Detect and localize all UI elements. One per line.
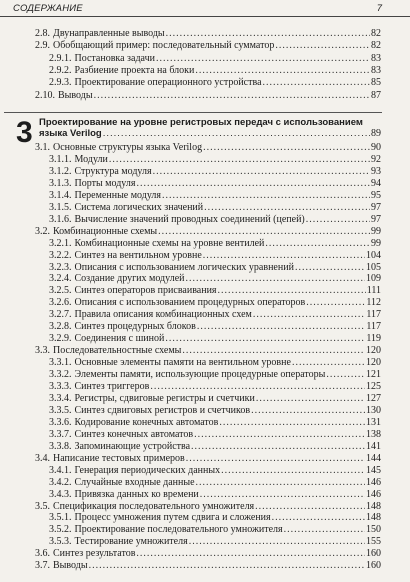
entry-title: Синтез сдвиговых регистров и счетчиков <box>74 404 251 416</box>
entry-number: 3.4.1. <box>49 464 72 476</box>
toc-section-entry[interactable] <box>35 226 381 238</box>
entry-number: 3.2.8. <box>49 321 72 333</box>
leader-dots <box>295 262 365 274</box>
toc-subsection-entry[interactable] <box>49 77 381 89</box>
entry-page-number: 82 <box>371 40 381 52</box>
entry-number: 2.9. <box>35 40 50 52</box>
entry-title: Описания с использованием процедурных операторов <box>74 297 306 309</box>
entry-title: Написание тестовых примеров <box>53 452 185 464</box>
header-title: СОДЕРЖАНИЕ <box>13 3 83 14</box>
entry-number: 3.3.7. <box>49 428 72 440</box>
toc-section-entry[interactable] <box>35 90 381 102</box>
entry-page-number: 145 <box>366 464 381 476</box>
entry-title: Спецификация последовательного умножителя <box>53 500 255 512</box>
leader-dots <box>109 154 370 166</box>
toc-subsection-entry[interactable] <box>49 465 381 477</box>
leader-dots <box>265 238 370 250</box>
entry-page-number: 148 <box>366 500 381 512</box>
leader-dots <box>186 273 366 285</box>
entry-title: Синтез результатов <box>53 548 136 560</box>
entry-number: 3.1.6. <box>49 213 72 225</box>
entry-number: 2.9.1. <box>49 52 72 64</box>
running-header <box>0 0 410 17</box>
entry-title: Переменные модуля <box>74 189 162 201</box>
entry-title: Элементы памяти, использующие процедурные операторы <box>74 369 326 381</box>
toc-section-entry[interactable] <box>35 28 381 40</box>
entry-number: 3.2.3. <box>49 261 72 273</box>
toc-subsection-entry[interactable] <box>49 536 381 548</box>
leader-dots <box>136 178 370 190</box>
chapter-title-line2: языка Verilog <box>39 128 102 139</box>
entry-title: Синтез конечных автоматов <box>74 428 194 440</box>
chapter-divider <box>4 112 382 113</box>
entry-number: 3.2.4. <box>49 273 72 285</box>
leader-dots <box>203 142 370 154</box>
toc-section-entry[interactable] <box>35 453 381 465</box>
toc-subsection-entry[interactable] <box>49 524 381 536</box>
entry-number: 2.9.3. <box>49 77 72 89</box>
leader-dots <box>189 536 365 548</box>
leader-dots <box>221 465 365 477</box>
entry-page-number: 155 <box>366 536 381 548</box>
entry-title: Выводы <box>53 560 88 572</box>
leader-dots <box>162 190 370 202</box>
toc-subsection-entry[interactable] <box>49 477 381 489</box>
entry-number: 3.2.6. <box>49 297 72 309</box>
entry-page-number: 146 <box>366 488 381 500</box>
leader-dots <box>191 441 365 453</box>
toc-subsection-entry[interactable] <box>49 333 381 345</box>
leader-dots <box>195 65 370 77</box>
leader-dots <box>158 226 370 238</box>
toc-subsection-entry[interactable] <box>49 214 381 226</box>
leader-dots <box>263 77 370 89</box>
entry-number: 3.5.2. <box>49 524 72 536</box>
entry-title: Правила описания комбинационных схем <box>74 309 252 321</box>
leader-dots <box>218 285 366 297</box>
entry-page-number: 90 <box>371 142 381 153</box>
leader-dots <box>200 489 365 501</box>
entry-title: Выводы <box>58 89 93 101</box>
entry-title: Проектирование операционного устройства <box>74 77 262 89</box>
entry-title: Описания с использованием логических уравнений <box>74 261 294 273</box>
entry-number: 3.5.3. <box>49 536 72 548</box>
leader-dots <box>136 548 365 560</box>
header-page-number: 7 <box>376 3 382 14</box>
entry-title: Разбиение проекта на блоки <box>74 64 195 76</box>
entry-page-number: 141 <box>366 440 381 452</box>
entry-page-number: 121 <box>366 369 381 381</box>
leader-dots <box>197 321 366 333</box>
toc-subsection-entry[interactable] <box>49 285 381 297</box>
entry-title: Синтез на вентильном уровне <box>74 249 202 261</box>
entry-title: Последовательностные схемы <box>53 345 182 357</box>
leader-dots <box>284 524 365 536</box>
toc-subsection-entry[interactable] <box>49 429 381 441</box>
entry-page-number: 105 <box>366 261 381 273</box>
entry-title: Создание других модулей <box>74 273 185 285</box>
leader-dots <box>94 90 370 102</box>
entry-page-number: 127 <box>366 392 381 404</box>
leader-dots <box>165 333 365 345</box>
leader-dots <box>292 357 365 369</box>
entry-title: Регистры, сдвиговые регистры и счетчики <box>74 392 255 404</box>
entry-number: 3.2.7. <box>49 309 72 321</box>
chapter-page: 89 <box>371 128 381 139</box>
toc-subsection-entry[interactable] <box>49 178 381 190</box>
entry-number: 3.4. <box>35 452 50 464</box>
entry-title: Процесс умножения путем сдвига и сложения <box>74 512 271 524</box>
entry-page-number: 148 <box>366 512 381 524</box>
chapter-title-line1: Проектирование на уровне регистровых передач с использованием <box>39 117 363 128</box>
toc-subsection-entry[interactable] <box>49 250 381 262</box>
leader-dots <box>256 393 365 405</box>
entry-number: 3.1.5. <box>49 201 72 213</box>
entry-number: 3.3.3. <box>49 381 72 392</box>
leader-dots <box>272 512 365 524</box>
toc-subsection-entry[interactable] <box>49 202 381 214</box>
entry-number: 3.3.6. <box>49 416 72 428</box>
entry-page-number: 119 <box>366 333 381 345</box>
toc-subsection-entry[interactable] <box>49 369 381 381</box>
entry-title: Основные элементы памяти на вентильном уровне <box>74 357 291 369</box>
toc-section-entry[interactable] <box>35 548 381 560</box>
entry-page-number: 104 <box>366 249 381 261</box>
leader-dots <box>166 28 370 40</box>
entry-number: 3.3.5. <box>49 404 72 416</box>
toc-section-entry[interactable] <box>35 560 381 572</box>
leader-dots <box>186 453 365 465</box>
entry-page-number: 109 <box>366 273 381 285</box>
leader-dots <box>219 417 365 429</box>
entry-title: Основные структуры языка Verilog <box>53 142 203 153</box>
entry-title: Двунаправленные выводы <box>53 28 165 39</box>
entry-title: Синтез триггеров <box>74 381 150 392</box>
leader-dots <box>251 405 365 417</box>
entry-number: 3.4.2. <box>49 476 72 488</box>
entry-title: Синтез операторов присваивания <box>74 285 217 297</box>
entry-title: Синтез процедурных блоков <box>74 321 196 333</box>
toc-section-entry[interactable] <box>35 501 381 513</box>
entry-title: Вычисление значений проводных соединений (цепей) <box>74 213 305 225</box>
toc-subsection-entry[interactable] <box>49 273 381 285</box>
entry-page-number: 97 <box>371 201 381 213</box>
entry-page-number: 111 <box>366 285 381 297</box>
leader-dots <box>306 214 370 226</box>
entry-page-number: 93 <box>371 165 381 177</box>
toc-subsection-entry[interactable] <box>49 53 381 65</box>
entry-number: 3.2.5. <box>49 285 72 297</box>
toc-subsection-entry[interactable] <box>49 297 381 309</box>
entry-number: 3.2.9. <box>49 333 72 345</box>
entry-title: Обобщающий пример: последовательный сумматор <box>53 40 275 52</box>
entry-page-number: 92 <box>371 153 381 165</box>
entry-title: Генерация периодических данных <box>74 464 221 476</box>
leader-dots <box>103 128 370 139</box>
toc-subsection-entry[interactable] <box>49 154 381 166</box>
entry-page-number: 131 <box>366 416 381 428</box>
leader-dots <box>182 345 365 357</box>
toc-subsection-entry[interactable] <box>49 417 381 429</box>
entry-number: 3.1. <box>35 142 50 153</box>
entry-number: 3.2.2. <box>49 249 72 261</box>
entry-page-number: 160 <box>366 560 381 572</box>
entry-title: Комбинационные схемы на уровне вентилей <box>74 237 265 249</box>
leader-dots <box>203 250 365 262</box>
leader-dots <box>194 429 365 441</box>
entry-page-number: 112 <box>366 297 381 309</box>
entry-number: 3.6. <box>35 548 50 560</box>
entry-number: 3.1.4. <box>49 189 72 201</box>
entry-page-number: 87 <box>371 89 381 101</box>
toc-subsection-entry[interactable] <box>49 190 381 202</box>
entry-page-number: 117 <box>366 321 381 333</box>
entry-number: 3.4.3. <box>49 488 72 500</box>
entry-number: 3.3.8. <box>49 440 72 452</box>
toc-section-entry[interactable] <box>35 142 381 154</box>
leader-dots <box>196 477 365 489</box>
entry-page-number: 120 <box>366 345 381 357</box>
entry-number: 3.2. <box>35 225 50 237</box>
leader-dots <box>150 381 365 393</box>
toc-subsection-entry[interactable] <box>49 65 381 77</box>
entry-number: 3.5.1. <box>49 512 72 524</box>
entry-page-number: 160 <box>366 548 381 560</box>
toc-subsection-entry[interactable] <box>49 512 381 524</box>
entry-number: 2.10. <box>35 89 55 101</box>
toc-subsection-entry[interactable] <box>49 309 381 321</box>
entry-page-number: 125 <box>366 381 381 392</box>
leader-dots <box>156 53 370 65</box>
entry-page-number: 94 <box>371 177 381 189</box>
entry-page-number: 83 <box>371 64 381 76</box>
entry-title: Структура модуля <box>74 165 152 177</box>
entry-page-number: 120 <box>366 357 381 369</box>
leader-dots <box>253 309 366 321</box>
entry-page-number: 97 <box>371 213 381 225</box>
toc-subsection-entry[interactable] <box>49 262 381 274</box>
entry-number: 2.9.2. <box>49 64 72 76</box>
chapter-number: 3 <box>16 116 33 149</box>
entry-number: 3.3.1. <box>49 357 72 369</box>
leader-dots <box>275 40 370 52</box>
toc-subsection-entry[interactable] <box>49 381 381 393</box>
leader-dots <box>326 369 365 381</box>
entry-page-number: 117 <box>366 309 381 321</box>
toc-subsection-entry[interactable] <box>49 441 381 453</box>
leader-dots <box>153 166 370 178</box>
leader-dots <box>306 297 365 309</box>
entry-number: 3.2.1. <box>49 237 72 249</box>
entry-number: 3.1.3. <box>49 177 72 189</box>
toc-subsection-entry[interactable] <box>49 238 381 250</box>
entry-title: Порты модуля <box>74 177 136 189</box>
entry-title: Случайные входные данные <box>74 476 195 488</box>
entry-page-number: 95 <box>371 189 381 201</box>
entry-page-number: 82 <box>371 28 381 39</box>
entry-title: Привязка данных ко времени <box>74 488 199 500</box>
entry-title: Проектирование последовательного умножителя <box>74 524 283 536</box>
toc-section-entry[interactable] <box>35 40 381 52</box>
toc-subsection-entry[interactable] <box>49 321 381 333</box>
entry-number: 3.3. <box>35 345 50 357</box>
entry-page-number: 130 <box>366 404 381 416</box>
toc-subsection-entry[interactable] <box>49 405 381 417</box>
entry-title: Тестирование умножителя <box>74 536 188 548</box>
entry-title: Комбинационные схемы <box>53 225 158 237</box>
entry-page-number: 150 <box>366 524 381 536</box>
entry-title: Модули <box>74 153 108 165</box>
toc-subsection-entry[interactable] <box>49 393 381 405</box>
entry-page-number: 144 <box>366 452 381 464</box>
chapter-heading[interactable] <box>39 117 381 139</box>
entry-number: 3.3.4. <box>49 392 72 404</box>
entry-number: 3.7. <box>35 560 50 572</box>
entry-title: Постановка задачи <box>74 52 155 64</box>
entry-number: 3.5. <box>35 500 50 512</box>
entry-page-number: 99 <box>371 225 381 237</box>
leader-dots <box>255 501 365 513</box>
entry-page-number: 138 <box>366 428 381 440</box>
entry-page-number: 83 <box>371 52 381 64</box>
entry-number: 3.1.1. <box>49 153 72 165</box>
entry-page-number: 99 <box>371 237 381 249</box>
entry-title: Запоминающие устройства <box>74 440 191 452</box>
leader-dots <box>204 202 370 214</box>
entry-number: 3.3.2. <box>49 369 72 381</box>
entry-title: Соединения с шиной <box>74 333 165 345</box>
toc-subsection-entry[interactable] <box>49 489 381 501</box>
entry-page-number: 85 <box>371 77 381 89</box>
entry-number: 2.8. <box>35 28 50 39</box>
toc-section-entry[interactable] <box>35 345 381 357</box>
entry-number: 3.1.2. <box>49 165 72 177</box>
toc-subsection-entry[interactable] <box>49 357 381 369</box>
entry-title: Кодирование конечных автоматов <box>74 416 219 428</box>
toc-subsection-entry[interactable] <box>49 166 381 178</box>
entry-page-number: 146 <box>366 476 381 488</box>
entry-title: Система логических значений <box>74 201 204 213</box>
leader-dots <box>89 560 365 572</box>
